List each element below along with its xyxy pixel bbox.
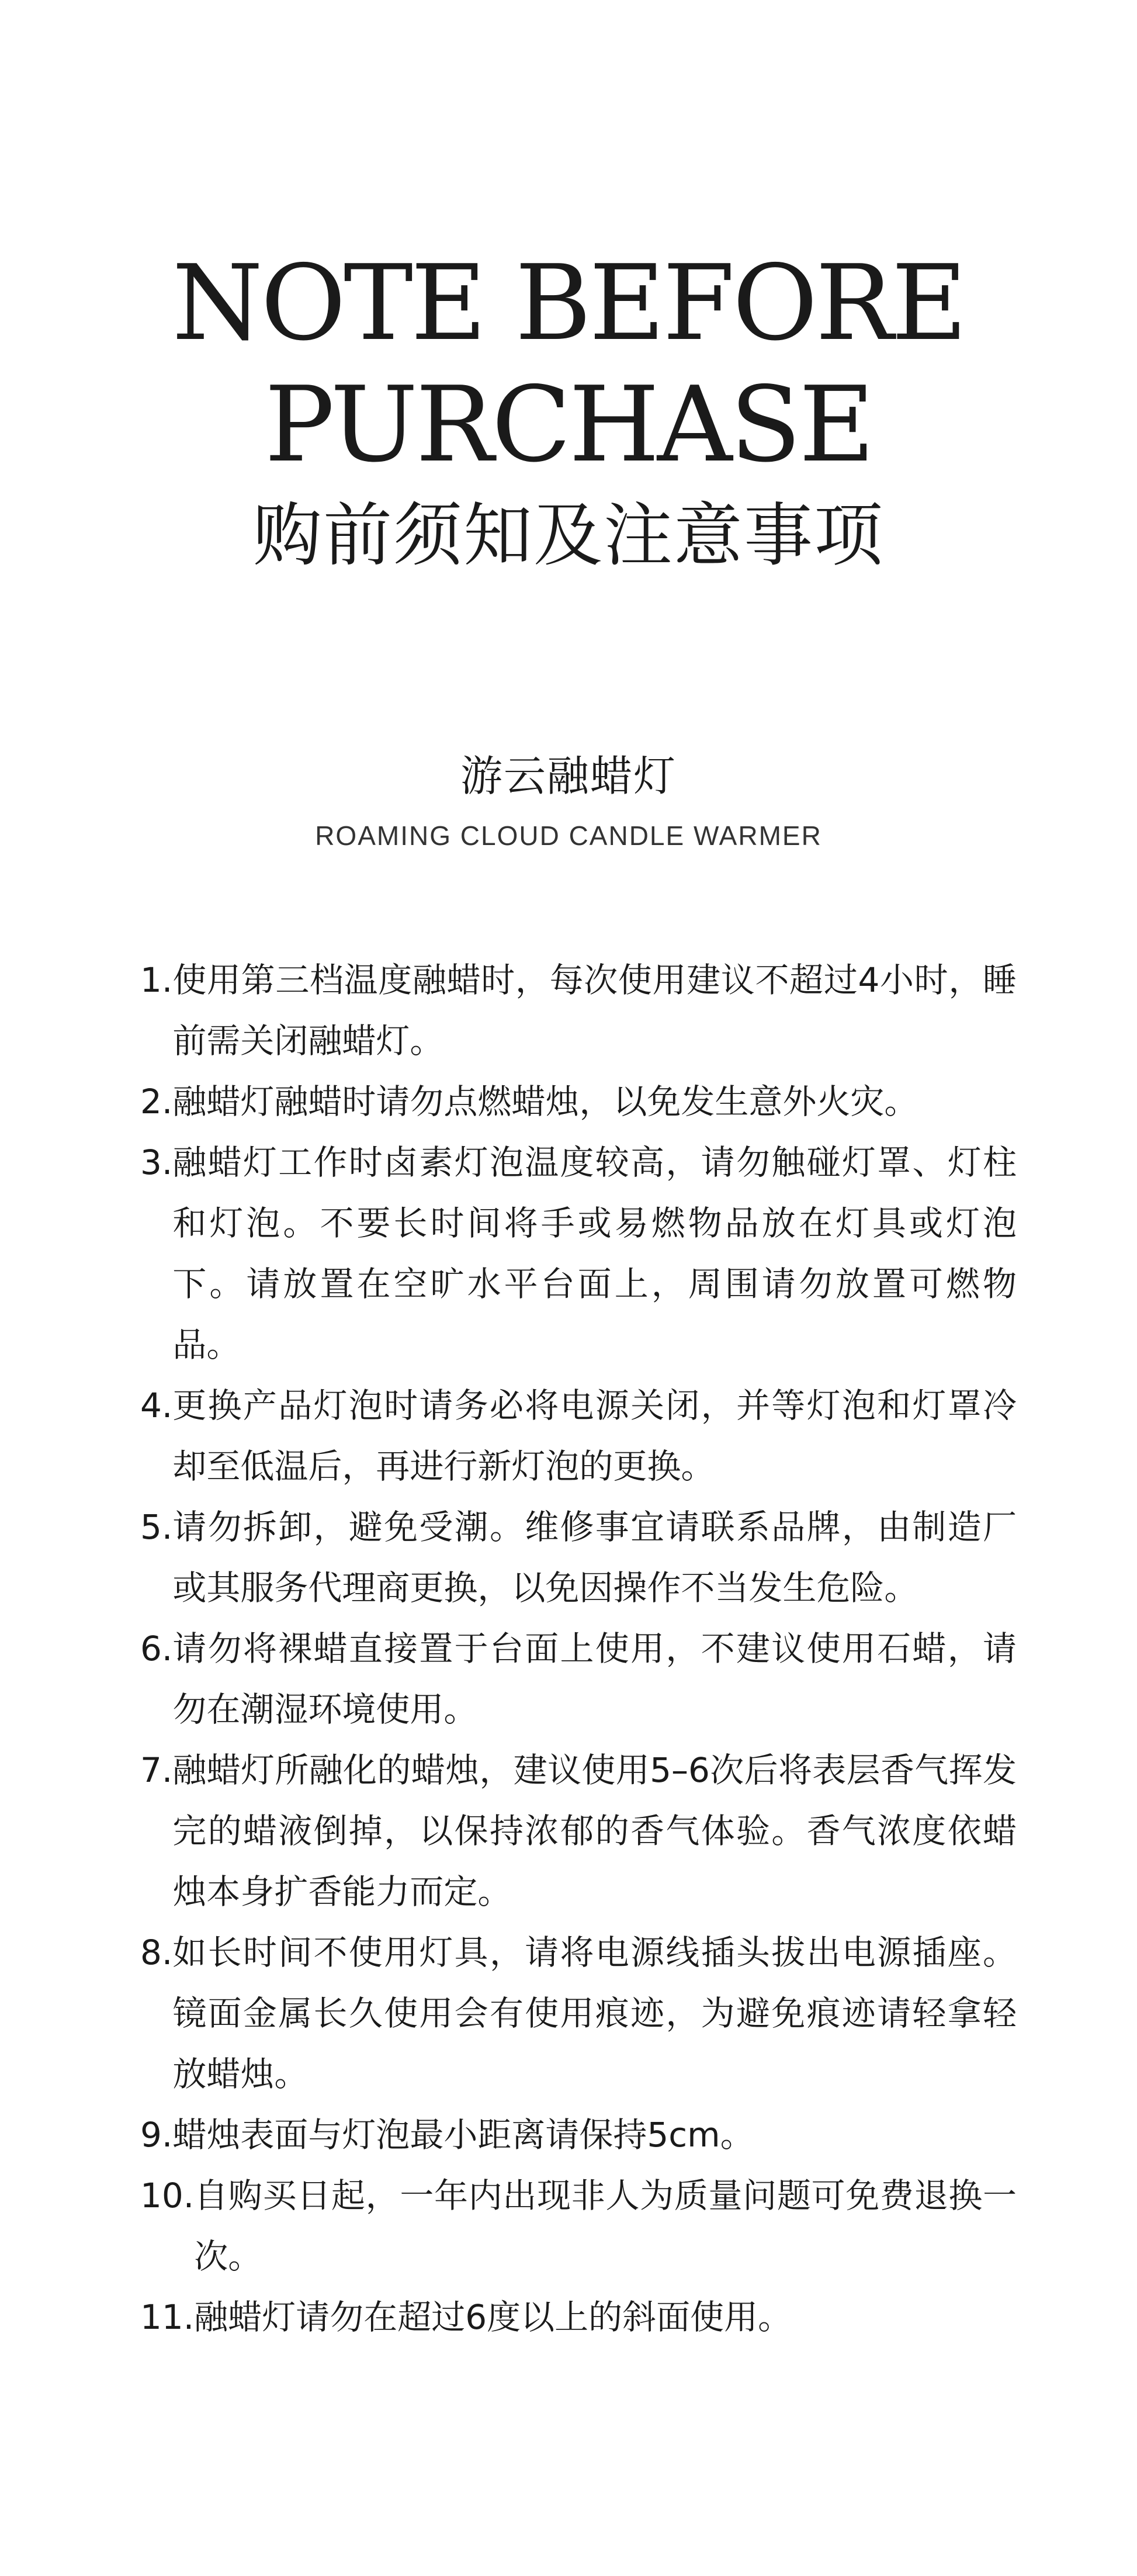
note-number: 3. xyxy=(140,1142,173,1182)
product-name-en: ROAMING CLOUD CANDLE WARMER xyxy=(315,820,822,851)
note-text: 融蜡灯工作时卤素灯泡温度较高，请勿触碰灯罩、灯柱和灯泡。不要长时间将手或易燃物品放在灯具或灯泡下。请放置在空旷水平台面上，周围请勿放置可燃物品。 xyxy=(172,1142,1017,1365)
page-title-line-2: PURCHASE xyxy=(264,364,873,485)
product-heading xyxy=(0,748,1137,854)
note-text: 融蜡灯请勿在超过6度以上的斜面使用。 xyxy=(194,2297,792,2337)
hero-header xyxy=(0,243,1137,579)
note-item-4 xyxy=(140,1375,1017,1497)
note-item-9 xyxy=(140,2104,1017,2165)
note-number: 11. xyxy=(140,2297,195,2337)
note-text: 请勿将裸蜡直接置于台面上使用，不建议使用石蜡，请勿在潮湿环境使用。 xyxy=(172,1629,1017,1729)
note-number: 1. xyxy=(140,960,173,1000)
note-number: 10. xyxy=(140,2176,195,2215)
note-item-3 xyxy=(140,1132,1017,1375)
note-number: 7. xyxy=(140,1750,173,1790)
note-text: 使用第三档温度融蜡时，每次使用建议不超过4小时，睡前需关闭融蜡灯。 xyxy=(172,960,1017,1061)
note-item-10 xyxy=(140,2165,1017,2287)
note-number: 5. xyxy=(140,1507,173,1547)
page-title xyxy=(0,243,1137,486)
note-text: 融蜡灯融蜡时请勿点燃蜡烛，以免发生意外火灾。 xyxy=(172,1082,918,1121)
note-item-8 xyxy=(140,1922,1017,2104)
note-item-2 xyxy=(140,1071,1017,1132)
note-item-6 xyxy=(140,1618,1017,1740)
note-text: 自购买日起，一年内出现非人为质量问题可免费退换一次。 xyxy=(194,2176,1017,2276)
note-text: 融蜡灯所融化的蜡烛，建议使用5–6次后将表层香气挥发完的蜡液倒掉，以保持浓郁的香气体验。香气浓度依蜡烛本身扩香能力而定。 xyxy=(172,1750,1017,1912)
product-name-cn: 游云融蜡灯 xyxy=(460,752,677,801)
note-number: 9. xyxy=(140,2115,173,2155)
notes-list xyxy=(140,950,1017,2348)
page-subtitle-cn: 购前须知及注意事项 xyxy=(252,495,884,576)
note-item-11 xyxy=(140,2287,1017,2348)
note-item-1 xyxy=(140,950,1017,1071)
note-number: 8. xyxy=(140,1933,173,1972)
note-item-5 xyxy=(140,1497,1017,1618)
note-number: 2. xyxy=(140,1082,173,1121)
note-number: 4. xyxy=(140,1386,173,1425)
note-text: 如长时间不使用灯具，请将电源线插头拔出电源插座。镜面金属长久使用会有使用痕迹，为避免痕迹请轻拿轻放蜡烛。 xyxy=(172,1933,1017,2094)
note-number: 6. xyxy=(140,1629,173,1668)
note-item-7 xyxy=(140,1740,1017,1922)
note-text: 蜡烛表面与灯泡最小距离请保持5cm。 xyxy=(172,2115,754,2155)
note-text: 更换产品灯泡时请务必将电源关闭，并等灯泡和灯罩冷却至低温后，再进行新灯泡的更换。 xyxy=(172,1386,1017,1486)
note-text: 请勿拆卸，避免受潮。维修事宜请联系品牌，由制造厂或其服务代理商更换，以免因操作不当发生危险。 xyxy=(172,1507,1017,1608)
page-title-line-1: NOTE BEFORE xyxy=(172,243,965,363)
